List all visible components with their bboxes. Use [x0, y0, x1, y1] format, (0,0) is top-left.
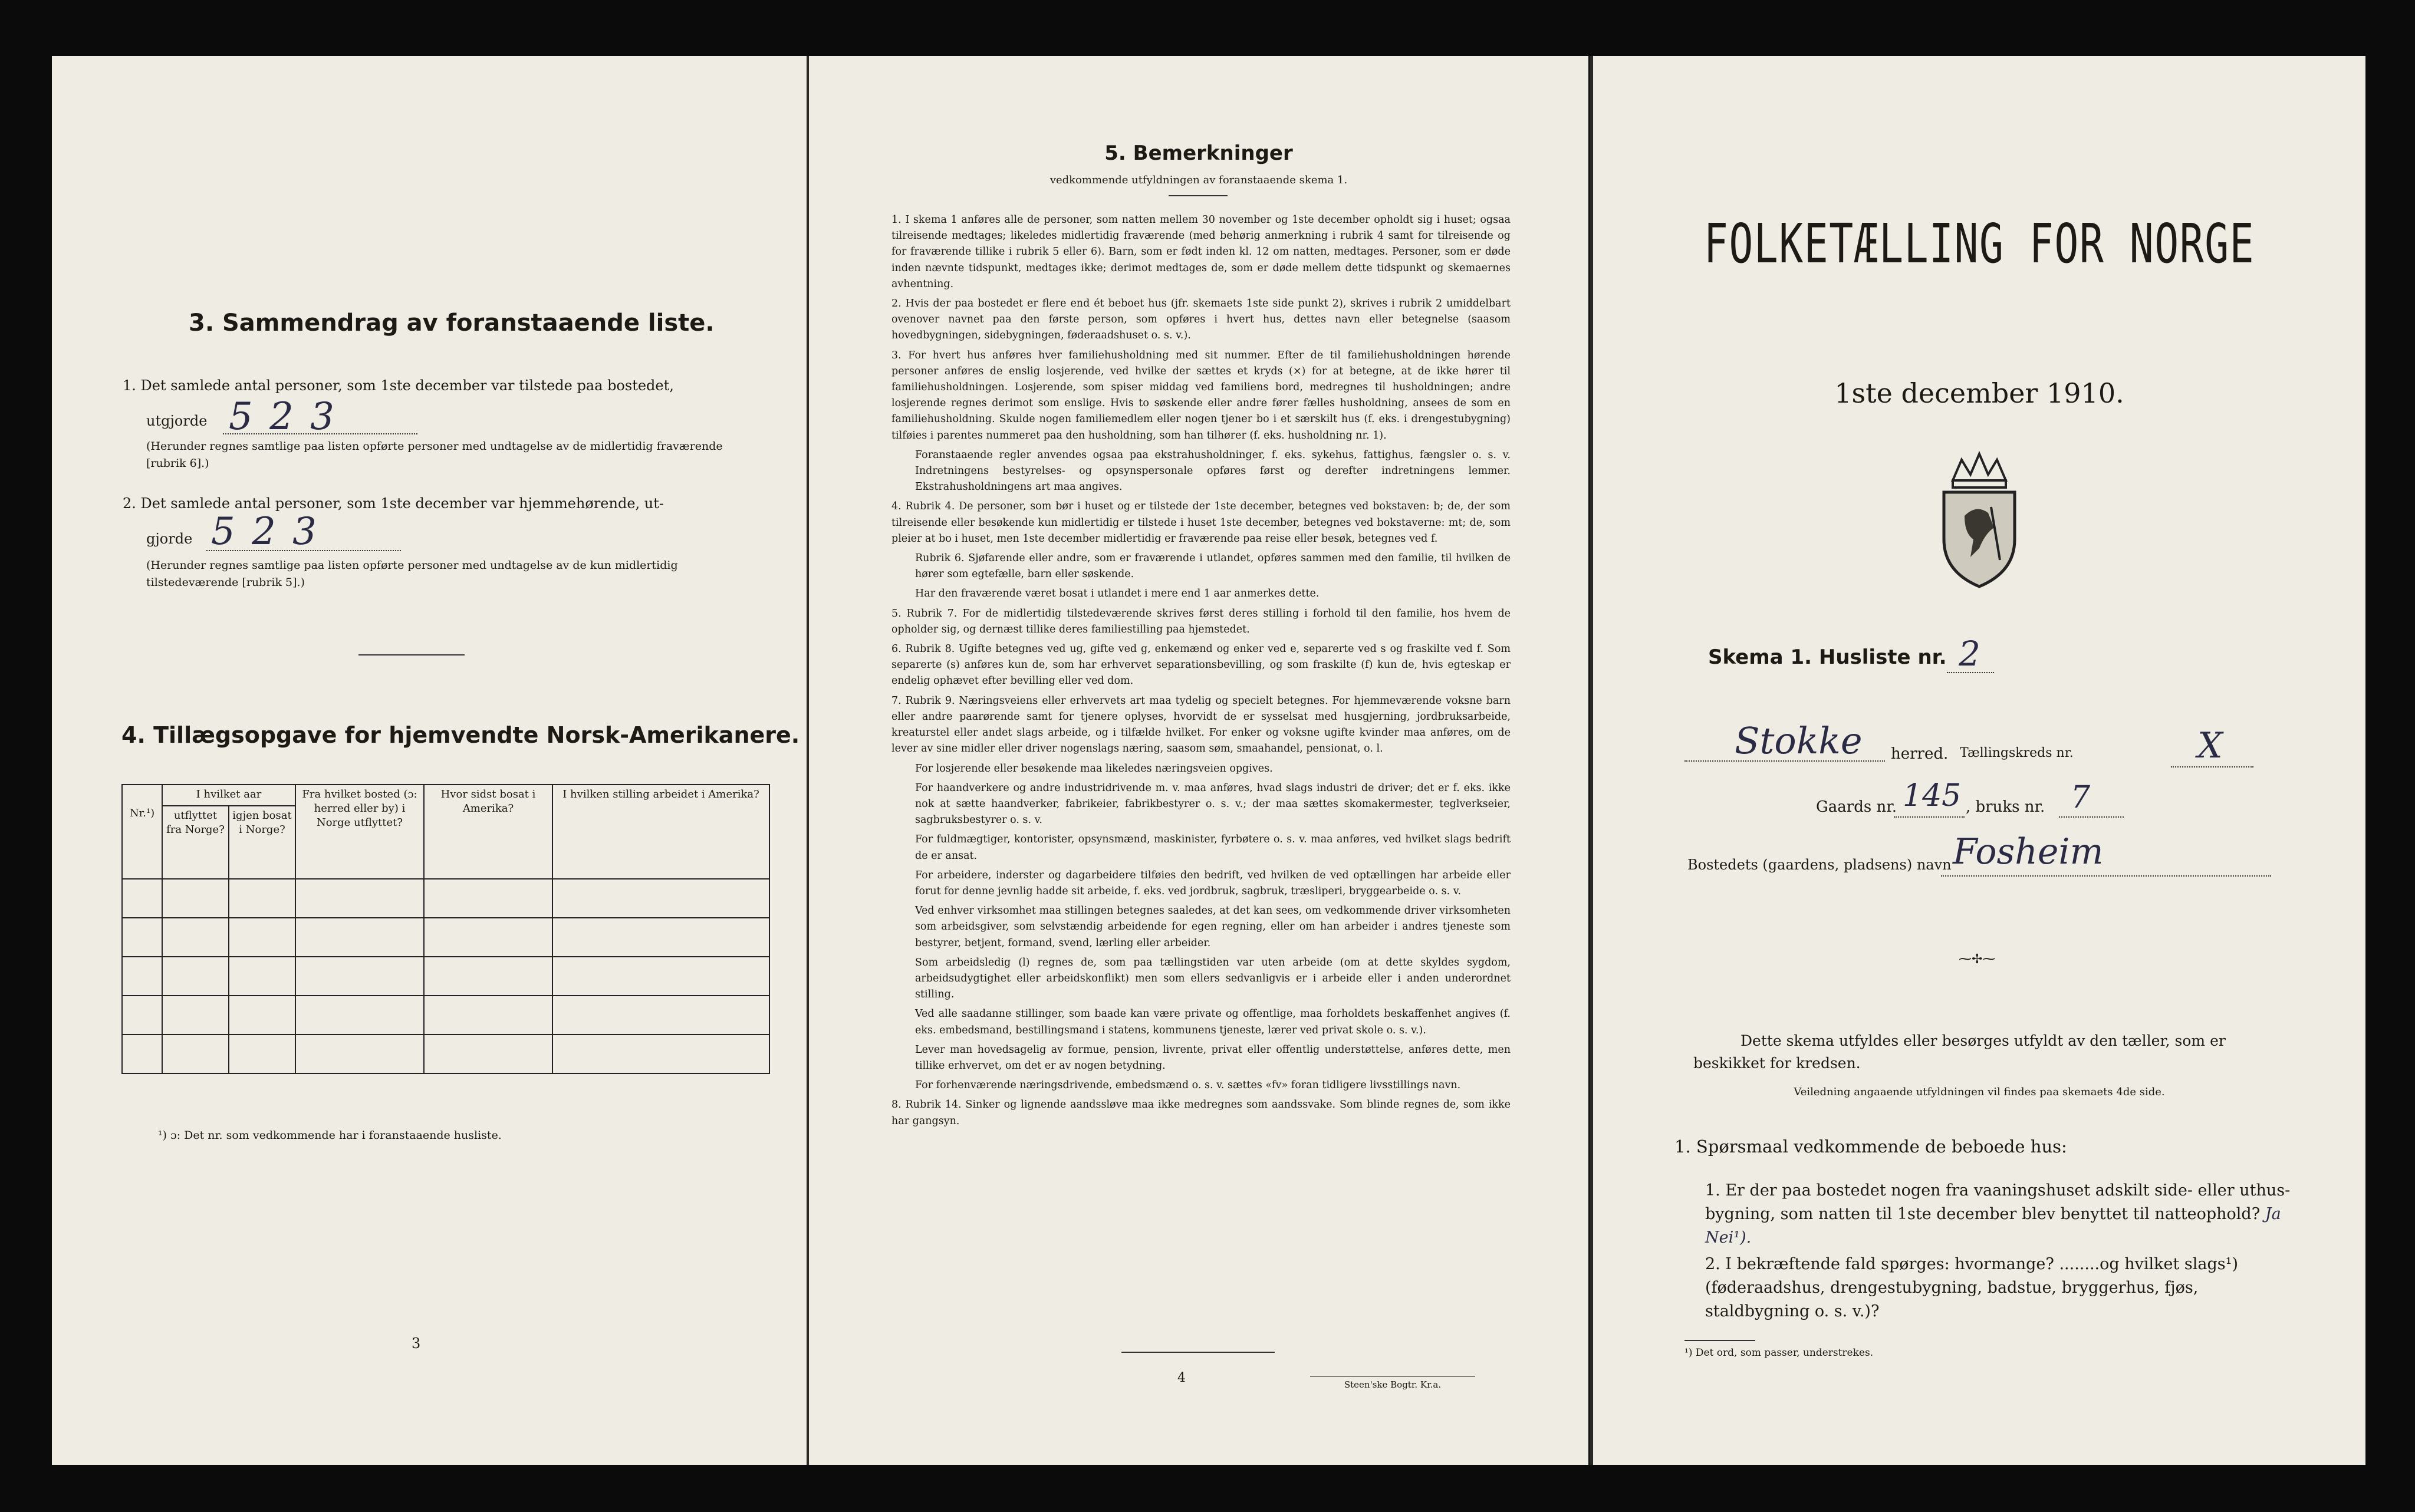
- questions-heading: 1. Spørsmaal vedkommende de beboede hus:: [1674, 1137, 2067, 1157]
- page-remarks: [809, 56, 1588, 1465]
- question-2: 2. I bekræftende fald spørges: hvormange? ........og hvilket slags¹) (føderaadshus, drengestubygning, badstue, bryggerhus, fjøs, staldbygning o. s. v.)?: [1705, 1255, 2239, 1320]
- item2-label: gjorde: [146, 531, 193, 547]
- remark-item: 1. I skema 1 anføres alle de personer, som natten mellem 30 november og 1ste december opholdt sig i huset; ogsaa tilreisende medtages; likeledes midlertidig fraværende (med behørig anmerkning i rubrik 4 samt for tilreisende og for fraværende tillike i rubrik 5 eller 6). Barn, som er født inden kl. 12 om natten, medtages. Personer, som er døde inden nævnte tidspunkt, medtages ikke; derimot medtages de, som er døde mellem dette tidspunkt og skemaernes avhentning.: [891, 214, 1511, 290]
- remark-item: 2. Hvis der paa bostedet er flere end ét beboet hus (jfr. skemaets 1ste side punkt 2), skrives i rubrik 2 umiddelbart ovenover navnet paa den første person, som opføres i hvert hus, dettes navn eller betegnelse (saasom hovedbygningen, sidebygningen, føderaadshuset o. s. v.).: [891, 298, 1511, 342]
- bruks-line: [2059, 816, 2124, 818]
- remark-item: Har den fraværende været bosat i utlandet i mere end 1 aar anmerkes dette.: [915, 588, 1320, 600]
- question-1: [1705, 1179, 2307, 1250]
- remark-item: 4. Rubrik 4. De personer, som bør i huset og er tilstede der 1ste december, betegnes ved bokstaven: b; de, der som tilreisende eller besøkende kun midlertidig er tilstede i huset 1ste december, betegnes ved bokstaverne: mt; de, som pleier at bo i huset, men 1ste december midlertidig er fraværende paa reise eller besøk, betegnes ved f.: [891, 500, 1511, 545]
- gaards-value: 145: [1903, 778, 1962, 813]
- th-occupation: I hvilken stilling arbeidet i Amerika?: [552, 785, 769, 879]
- kreds-value: X: [2197, 725, 2223, 766]
- th-emigrated: utflyttet fra Norge?: [162, 806, 229, 879]
- bosted-value: Fosheim: [1953, 831, 2104, 872]
- table-row: [122, 879, 769, 918]
- divider: [1121, 1352, 1275, 1353]
- th-returned: igjen bosat i Norge?: [229, 806, 295, 879]
- remark-item: Som arbeidsledig (l) regnes de, som paa tællingstiden var uten arbeide (om at dette skyldes sygdom, arbeidsudygtighet eller arbeidskonflikt) men som ellers sedvanligvis er i arbeide eller i anden underordnet stilling.: [915, 956, 1511, 1001]
- printer-mark: Steen'ske Bogtr. Kr.a.: [1310, 1376, 1475, 1390]
- item1-underline: [223, 433, 417, 434]
- remarks-title: 5. Bemerkninger: [1104, 141, 1293, 165]
- remark-item: Foranstaaende regler anvendes ogsaa paa ekstrahusholdninger, f. eks. sykehus, fattighus, fængsler o. s. v. Indretningens bestyrelses- og opsynspersonale opføres først og derefter indretningens lemmer. Ekstrahusholdningens art maa angives.: [915, 449, 1511, 493]
- norsk-amerikanere-table: [121, 784, 770, 1074]
- th-nr: Nr.¹): [122, 785, 162, 879]
- th-from-where: Fra hvilket bosted (ɔ: herred eller by) i Norge utflyttet?: [295, 785, 424, 879]
- table-row: [122, 1035, 769, 1073]
- gaards-line: [1894, 816, 1965, 818]
- item1-value: 5 2 3: [229, 395, 337, 439]
- item1-text: 1. Det samlede antal personer, som 1ste december var tilstede paa bostedet,: [123, 377, 674, 394]
- kreds-line: [2171, 766, 2253, 767]
- herred-value: Stokke: [1735, 719, 1863, 762]
- schema-number: 2: [1959, 634, 1980, 674]
- question-1-text: 1. Er der paa bostedet nogen fra vaaningshuset adskilt side- eller uthus-bygning, som natten til 1ste december blev benyttet til natteophold?: [1705, 1181, 2291, 1223]
- remark-item: For fuldmægtiger, kontorister, opsynsmænd, maskinister, fyrbøtere o. s. v. maa anføres, ved hvilket slags bedrift de er ansat.: [915, 834, 1511, 862]
- ornament-icon: ⁓✢⁓: [1959, 952, 1996, 967]
- remark-item: Lever man hovedsagelig av formue, pension, livrente, privat eller offentlig understøttelse, anføres dette, men tillike erhvervet, om det er av nogen betydning.: [915, 1043, 1511, 1072]
- intro-note: Veiledning angaaende utfyldningen vil findes paa skemaets 4de side.: [1794, 1086, 2165, 1098]
- item2-value: 5 2 3: [211, 510, 319, 554]
- page-cover: [1593, 56, 2365, 1465]
- census-date: 1ste december 1910.: [1834, 377, 2124, 409]
- bruks-label: , bruks nr.: [1966, 798, 2045, 816]
- item1-note: (Herunder regnes samtlige paa listen opførte personer med undtagelse av de midlertidig fraværende [rubrik 6].): [146, 440, 723, 470]
- remark-item: For forhenværende næringsdrivende, embedsmænd o. s. v. sættes «fv» foran tidligere livsstillings navn.: [915, 1079, 1461, 1092]
- intro-text: Dette skema utfyldes eller besørges utfyldt av den tæller, som er beskikket for kredsen.: [1693, 1032, 2226, 1072]
- remark-item: Rubrik 6. Sjøfarende eller andre, som er fraværende i utlandet, opføres sammen med den familie, til hvilken de hører som egtefælle, barn eller søskende.: [915, 552, 1511, 581]
- item2-text: 2. Det samlede antal personer, som 1ste december var hjemmehørende, ut-: [123, 495, 664, 512]
- remark-item: 5. Rubrik 7. For de midlertidig tilstedeværende skrives først deres stilling i forhold til den familie, hos hvem de opholder sig, og dernæst tillike deres familiestilling paa hjemstedet.: [891, 607, 1511, 635]
- th-year-group: I hvilket aar: [162, 785, 295, 806]
- page-number: 4: [1177, 1371, 1186, 1385]
- remark-item: For arbeidere, inderster og dagarbeidere tilføies den bedrift, ved hvilken de ved optællingen har arbeide eller forut for denne jevnlig hadde sit arbeide, f. eks. ved jordbruk, sagbruk, træsliperi, bryggearbeide o. s. v.: [915, 869, 1511, 897]
- coat-of-arms-icon: [1929, 445, 2029, 592]
- remark-item: 7. Rubrik 9. Næringsveiens eller erhvervets art maa tydelig og specielt betegnes. For hjemmeværende voksne barn eller andre paarørende samt for tjenere oplyses, hvorvidt de er sysselsat med husgjerning, jordbruksarbeide, kreaturstel eller andet slags arbeide, og i tilfælde hvilket. For enker og voksne ugifte kvinder maa anføres, om de lever av sine midler eller driver nogenslags næring, saasom søm, smaahandel, pensionat, o. l.: [891, 694, 1511, 755]
- bosted-line: [1941, 875, 2271, 877]
- remark-item: Ved alle saadanne stillinger, som baade kan være private og offentlige, maa forholdets beskaffenhet angives (f. eks. embedsmand, bestillingsmand i statens, kommunens tjeneste, lærer ved privat skole o. s. v.).: [915, 1008, 1511, 1036]
- remark-item: Ved enhver virksomhet maa stillingen betegnes saaledes, at det kan sees, om vedkommende driver virksomheten som arbeidsgiver, som selvstændig arbeidende for egen regning, eller om han arbeider i andres tjeneste som bestyrer, betjent, formand, svend, lærling eller arbeider.: [915, 905, 1511, 949]
- table-row: [122, 996, 769, 1035]
- th-last-residence: Hvor sidst bosat i Amerika?: [424, 785, 552, 879]
- schema-number-line: [1947, 672, 1994, 673]
- item1-label: utgjorde: [146, 413, 208, 429]
- remarks-subtitle: vedkommende utfyldningen av foranstaaende skema 1.: [1049, 174, 1348, 186]
- remark-item: 8. Rubrik 14. Sinker og lignende aandssløve maa ikke medregnes som aandssvake. Som blinde regnes de, som ikke har gangsyn.: [891, 1099, 1511, 1127]
- table-row: [122, 918, 769, 957]
- page-number: 3: [412, 1335, 421, 1352]
- divider: [1684, 1340, 1755, 1341]
- remark-item: 6. Rubrik 8. Ugifte betegnes ved ug, gifte ved g, enkemænd og enker ved e, separerte ved s og fraskilte ved f. Som separerte (s) anføres kun de, som har erhvervet separationsbevilling, og som fraskilte (f) kun de, hvis egteskap er endelig ophævet efter bevilling eller ved dom.: [891, 643, 1511, 687]
- section4-title: 4. Tillægsopgave for hjemvendte Norsk-Amerikanere.: [121, 722, 800, 748]
- item2-underline: [206, 550, 401, 551]
- remark-item: For haandverkere og andre industridrivende m. v. maa anføres, hvad slags industri de driver; det er f. eks. ikke nok at sætte haandverker, fabrikeier, fabrikbestyrer o. s. v.; der maa sættes skomakermester, teglverkseier, sagbruksbestyrer o. s. v.: [915, 782, 1511, 826]
- footnote: ¹) Det ord, som passer, understrekes.: [1684, 1347, 1874, 1359]
- census-title: FOLKETÆLLING FOR NORGE: [1703, 212, 2255, 275]
- remark-item: 3. For hvert hus anføres hver familiehusholdning med sit nummer. Efter de til familiehusholdningen hørende personer anføres de enslig losjerende, ved hvilke der sættes et kryds (×) for at betegne, at de ikke hører til familiehusholdningen. Losjerende, som spiser middag ved familiens bord, medregnes til husholdningen; andre losjerende regnes derimot som enslige. Hvis to søskende eller andre fører fælles husholdning, ansees de som en familiehusholdning. Skulde nogen familiemedlem eller nogen tjener bo i et særskilt hus (f. eks. i drengestubygning) tilføies i parentes nummeret paa den husholdning, som han tilhører (f. eks. husholdning nr. 1).: [891, 349, 1511, 442]
- table-footnote: ¹) ɔ: Det nr. som vedkommende har i foranstaaende husliste.: [158, 1129, 502, 1142]
- question-1-answer: Ja Nei¹).: [1705, 1205, 2281, 1247]
- section3-title: 3. Sammendrag av foranstaaende liste.: [189, 309, 715, 337]
- kreds-label: Tællingskreds nr.: [1960, 746, 2074, 760]
- bruks-value: 7: [2071, 780, 2091, 815]
- page-summary: [52, 56, 808, 1465]
- table-row: [122, 957, 769, 996]
- item2-note: (Herunder regnes samtlige paa listen opførte personer med undtagelse av de kun midlertidig tilstedeværende [rubrik 5].): [146, 559, 678, 589]
- schema-label: Skema 1. Husliste nr.: [1708, 645, 1947, 669]
- remark-item: For losjerende eller besøkende maa likeledes næringsveien opgives.: [915, 762, 1273, 775]
- remarks-list: [891, 212, 1511, 1133]
- divider: [358, 654, 465, 655]
- herred-label: herred.: [1891, 745, 1949, 763]
- bosted-label: Bostedets (gaardens, pladsens) navn: [1687, 857, 1952, 873]
- divider: [1169, 195, 1228, 196]
- gaards-label: Gaards nr.: [1816, 798, 1897, 816]
- herred-line: [1684, 760, 1885, 762]
